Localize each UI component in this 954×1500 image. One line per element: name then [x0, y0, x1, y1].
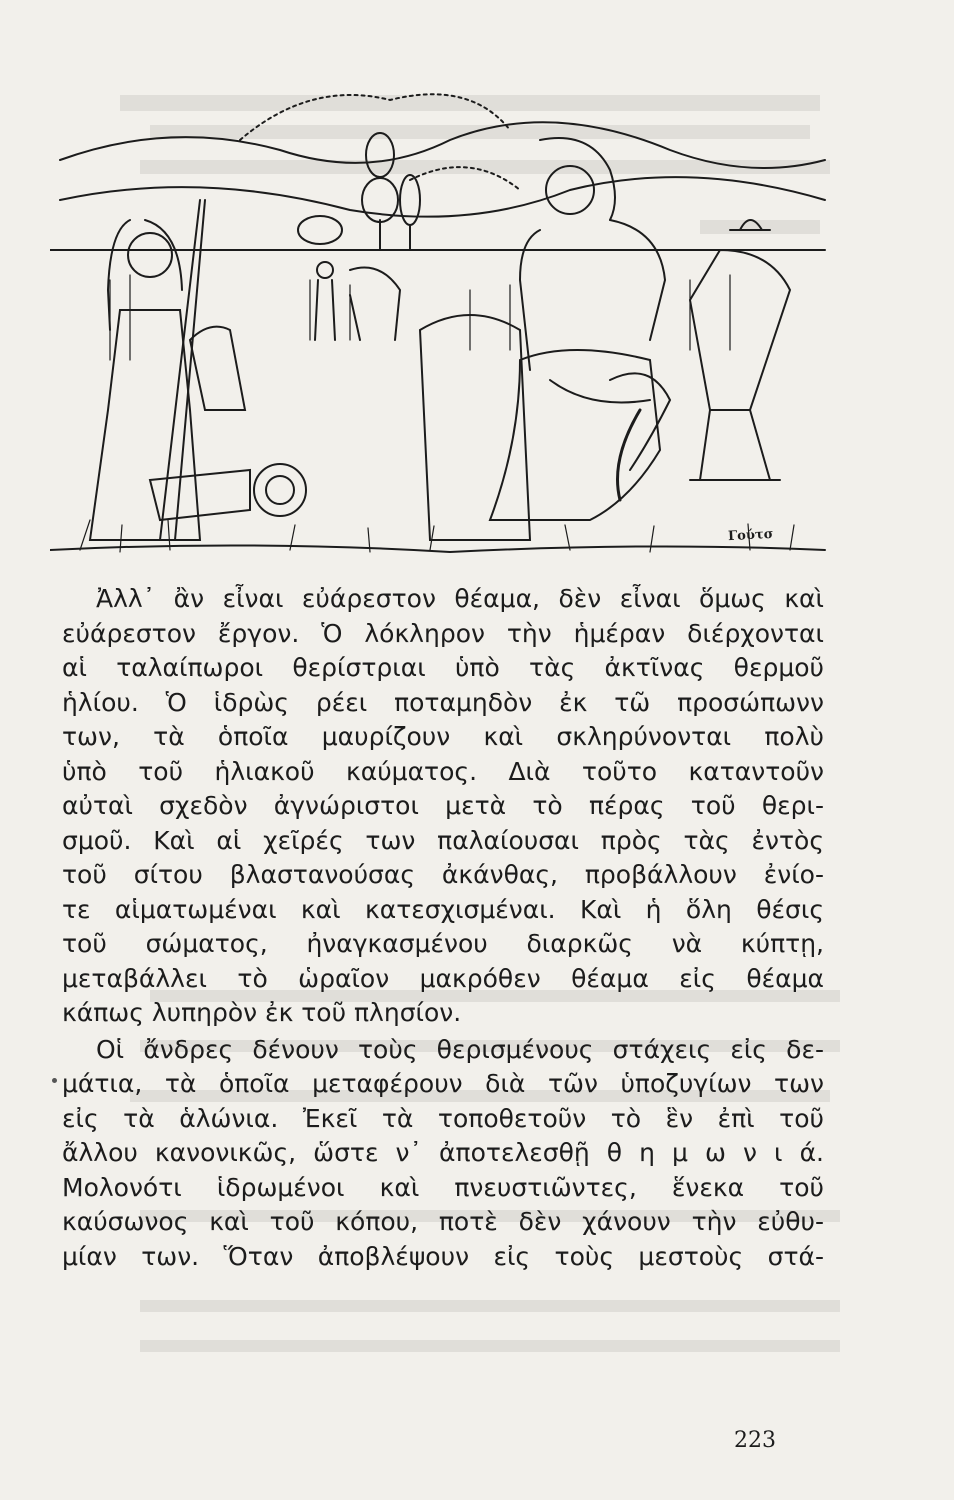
text-line: εἰς τὰ ἁλώνια. Ἐκεῖ τὰ τοποθετοῦν τὸ ἓν ἐπὶ τοῦ — [62, 1103, 824, 1133]
text-line: ἡλίου. Ὁ ἱδρὼς ρέει ποταμηδὸν ἐκ τῶ προσώπωνν — [62, 687, 824, 717]
text-line: καύσωνος καὶ τοῦ κόπου, ποτὲ δὲν χάνουν τὴν εὐθυ- — [62, 1207, 824, 1236]
paragraph-1 — [62, 582, 824, 1031]
text-line: κάπως λυπηρὸν ἐκ τοῦ πλησίον. — [62, 998, 462, 1027]
text-line: μίαν των. Ὅταν ἀποβλέψουν εἰς τοὺς μεστοὺς στά- — [62, 1241, 824, 1271]
text-line: αἱ ταλαίπωροι θερίστριαι ὑπὸ τὰς ἀκτῖνας θερμοῦ — [62, 653, 824, 682]
page-number: 223 — [734, 1428, 776, 1453]
text-line: μάτια, τὰ ὁποῖα μεταφέρουν διὰ τῶν ὑποζυγίων των — [62, 1069, 824, 1098]
text-line: Ἀλλ᾽ ἂν εἶναι εὐάρεστον θέαμα, δὲν εἶναι ὅμως καὶ — [96, 584, 824, 613]
body-text — [62, 582, 824, 1274]
text-line: μεταβάλλει τὸ ὡραῖον μακρόθεν θέαμα εἰς θέαμα — [62, 963, 824, 993]
text-line: αὐταὶ σχεδὸν ἀγνώριστοι μετὰ τὸ πέρας τοῦ θερι- — [62, 791, 824, 820]
text-line: Μολονότι ἱδρωμένοι καὶ πνευστιῶντες, ἕνεκα τοῦ — [62, 1172, 824, 1202]
text-line: εὐάρεστον ἔργον. Ὁ λόκληρον τὴν ἡμέραν διέρχονται — [62, 618, 824, 648]
text-line: των, τὰ ὁποῖα μαυρίζουν καὶ σκληρύνονται πολὺ — [62, 722, 824, 751]
artist-signature: Γούτσ — [727, 526, 774, 545]
text-line: σμοῦ. Καὶ αἱ χεῖρές των παλαίουσαι πρὸς τὰς ἐντὸς — [62, 825, 824, 855]
ink-speck — [52, 1078, 57, 1083]
text-line: τοῦ σώματος, ἠναγκασμένου διαρκῶς νὰ κύπτῃ, — [62, 929, 824, 958]
text-line: ὑπὸ τοῦ ἡλιακοῦ καύματος. Διὰ τοῦτο καταντοῦν — [62, 756, 824, 786]
text-line: Οἱ ἄνδρες δένουν τοὺς θερισμένους στάχεις εἰς δε- — [96, 1034, 824, 1064]
text-line: ἄλλου κανονικῶς, ὥστε ν᾽ ἀποτελεσθῇ θ η μ ω ν ι ά. — [62, 1138, 824, 1167]
text-line: τοῦ σίτου βλαστανούσας ἀκάνθας, προβάλλουν ἐνίο- — [62, 860, 824, 889]
harvest-illustration — [50, 80, 830, 560]
text-line: τε αἱματωμέναι καὶ κατεσχισμέναι. Καὶ ἡ ὅλη θέσις — [62, 894, 824, 924]
paragraph-2 — [62, 1033, 824, 1275]
